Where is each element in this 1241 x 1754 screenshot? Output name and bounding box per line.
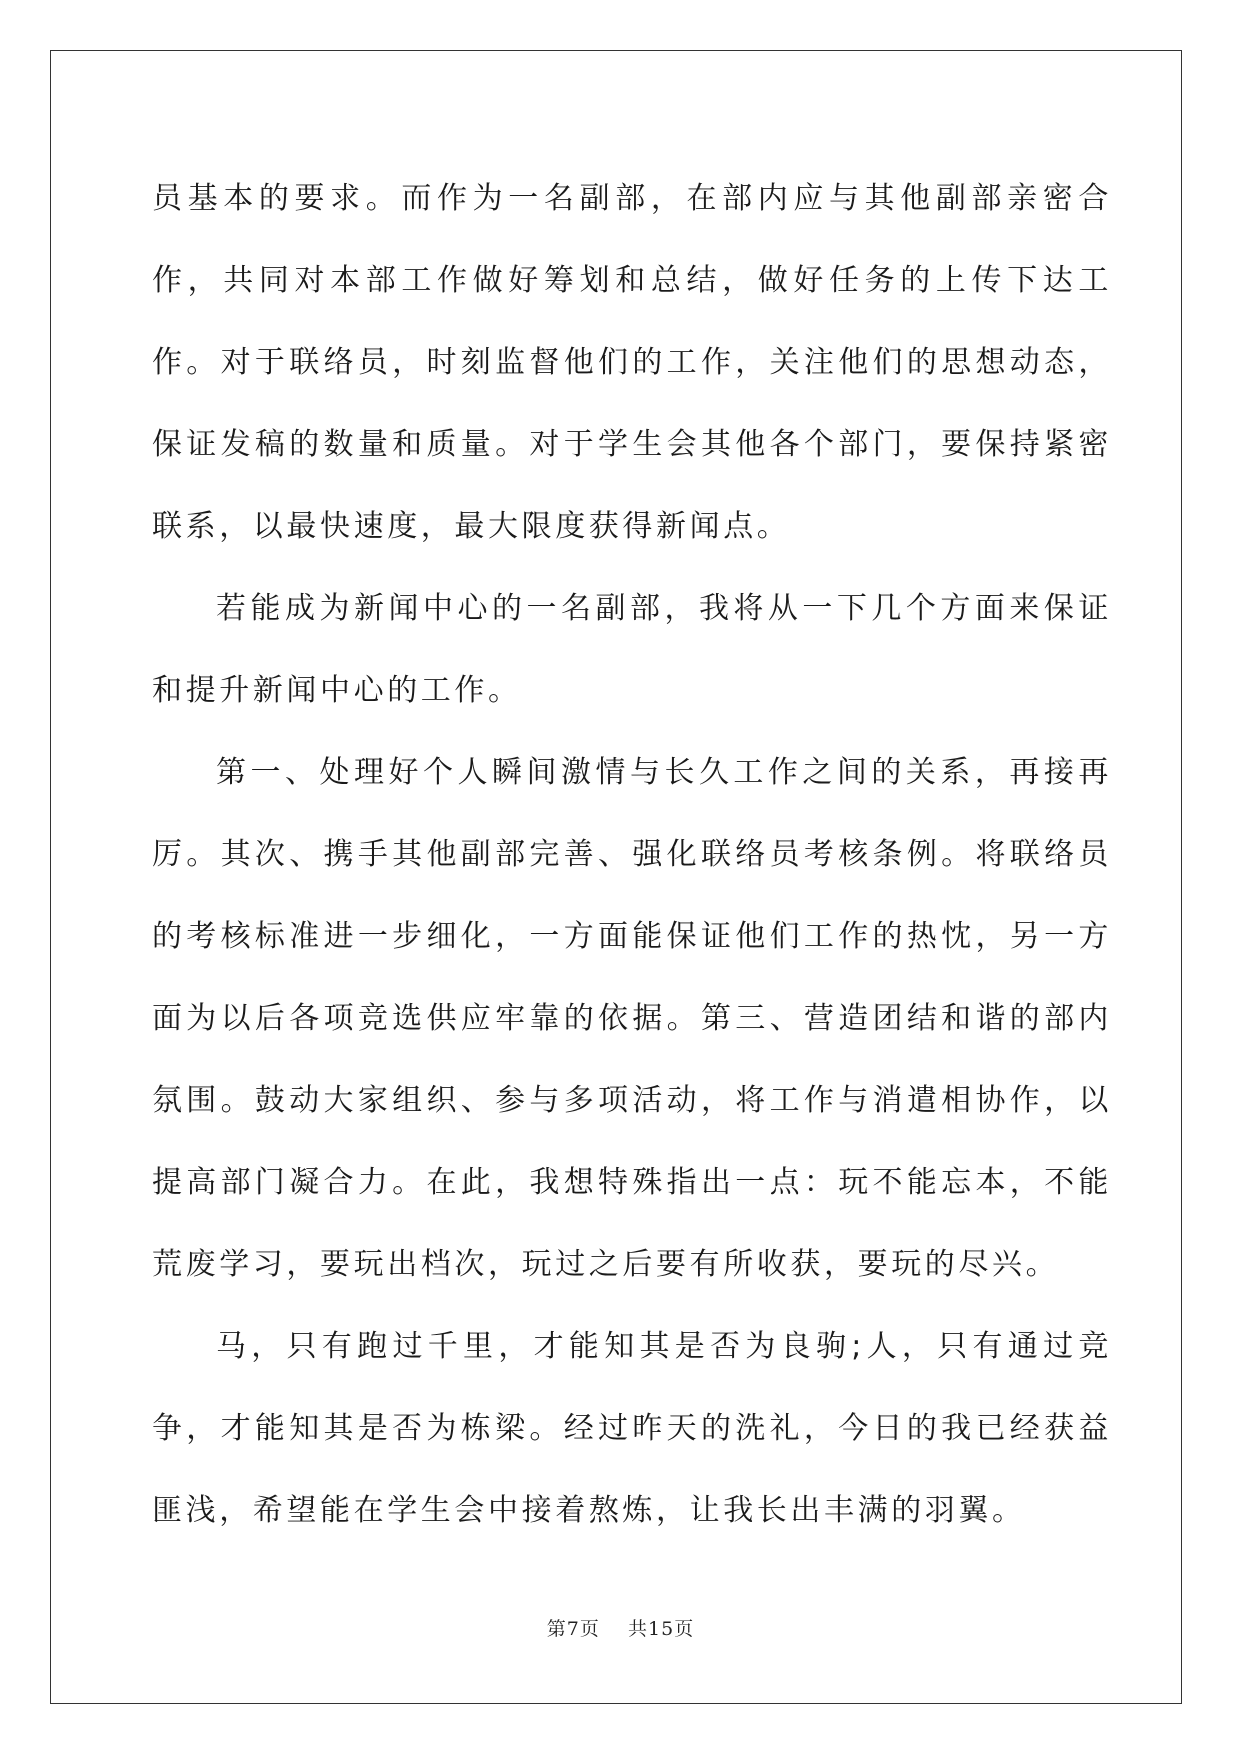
document-body <box>152 158 1112 1552</box>
page-number: 第7页 <box>546 1618 600 1640</box>
paragraph-4: 马，只有跑过千里，才能知其是否为良驹;人，只有通过竞争，才能知其是否为栋梁。经过昨天的洗礼，今日的我已经获益匪浅，希望能在学生会中接着熬炼，让我长出丰满的羽翼。 <box>152 1329 1112 1528</box>
paragraph-3: 第一、处理好个人瞬间激情与长久工作之间的关系，再接再厉。其次、携手其他副部完善、强化联络员考核条例。将联络员的考核标准进一步细化，一方面能保证他们工作的热忱，另一方面为以后各项竞选供应牢靠的依据。第三、营造团结和谐的部内氛围。鼓动大家组织、参与多项活动，将工作与消遣相协作，以提高部门凝合力。在此，我想特殊指出一点：玩不能忘本，不能荒废学习，要玩出档次，玩过之后要有所收获，要玩的尽兴。 <box>152 755 1112 1282</box>
page-footer <box>0 1614 1241 1641</box>
page-total: 共15页 <box>628 1618 695 1640</box>
paragraph-2: 若能成为新闻中心的一名副部，我将从一下几个方面来保证和提升新闻中心的工作。 <box>152 591 1112 708</box>
paragraph-1: 员基本的要求。而作为一名副部，在部内应与其他副部亲密合作，共同对本部工作做好筹划和总结，做好任务的上传下达工作。对于联络员，时刻监督他们的工作，关注他们的思想动态，保证发稿的数量和质量。对于学生会其他各个部门，要保持紧密联系，以最快速度，最大限度获得新闻点。 <box>152 181 1112 544</box>
